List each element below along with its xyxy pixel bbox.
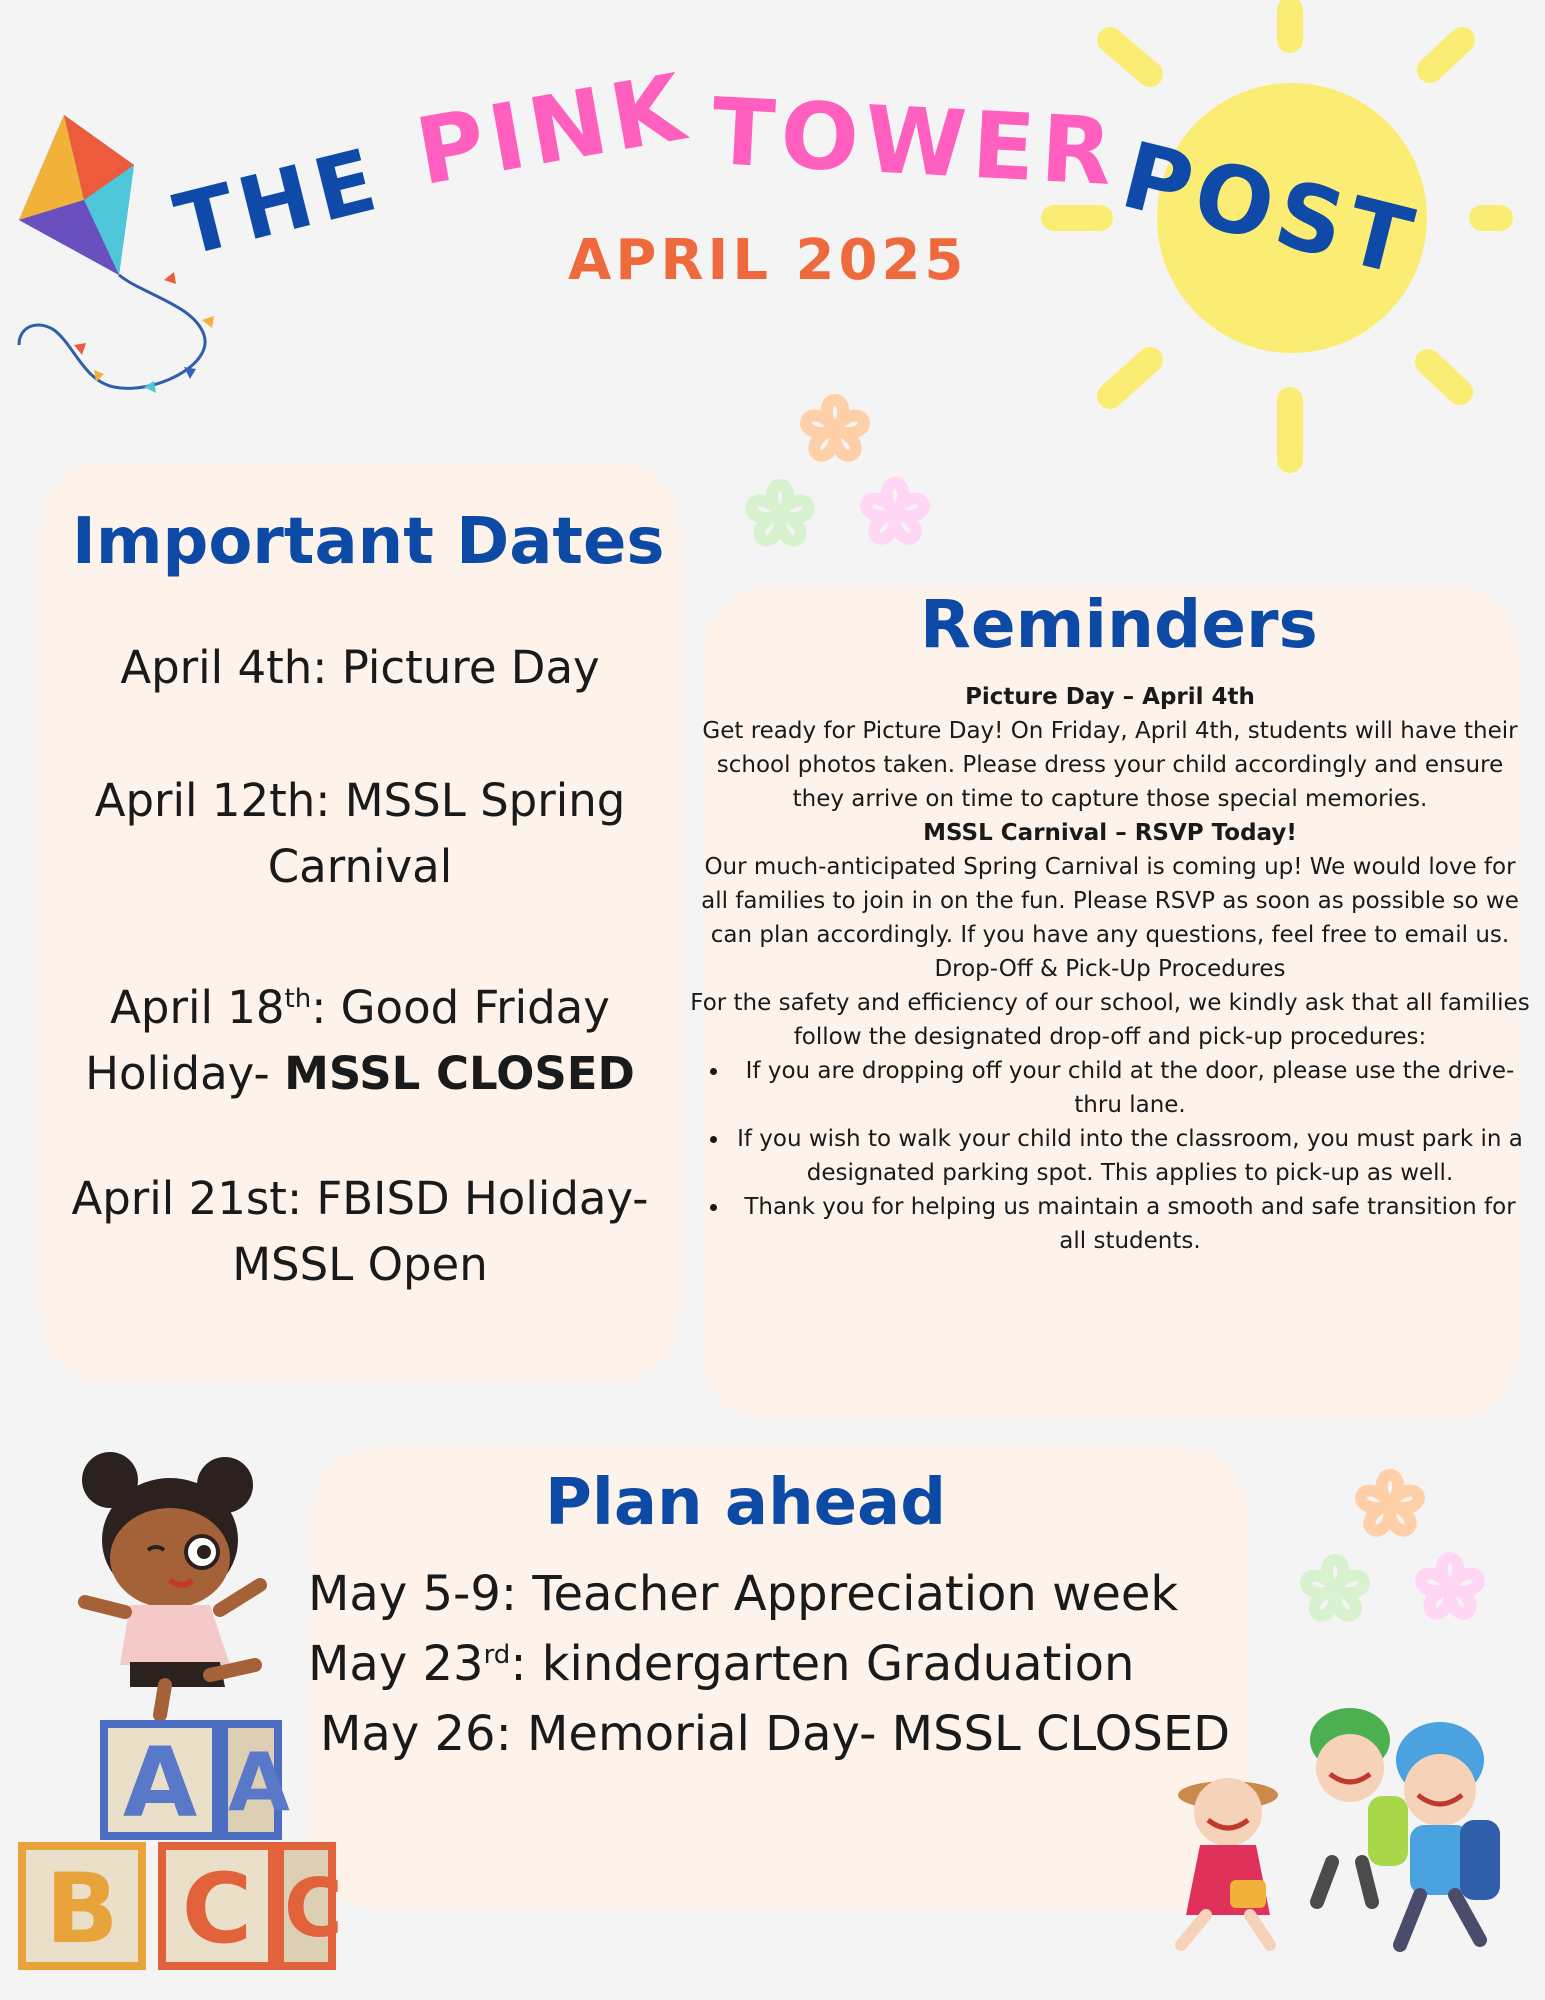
flower-icons-top <box>730 385 950 565</box>
plan-memorial-day: May 26: Memorial Day- MSSL CLOSED <box>320 1706 1231 1762</box>
date-picture-day-text: April 4th: Picture Day <box>120 641 600 694</box>
plan-teacher-appreciation: May 5-9: Teacher Appreciation week <box>308 1566 1179 1622</box>
date-picture-day <box>40 635 680 701</box>
date-good-friday-sup: th <box>284 984 312 1014</box>
block-b-letter: B <box>45 1853 119 1965</box>
reminder-dropoff-list <box>690 1054 1530 1258</box>
list-item: • If you are dropping off your child at the door, please use the drive-thru lane. <box>730 1054 1530 1122</box>
date-fbisd-holiday-line2: MSSL Open <box>232 1238 488 1291</box>
list-item: • If you wish to walk your child into the classroom, you must park in a designated parking spot. This applies to pick-up as well. <box>730 1122 1530 1190</box>
date-good-friday-pre: April 18 <box>110 981 285 1034</box>
block-c2 <box>276 1842 343 1970</box>
date-spring-carnival-line2: Carnival <box>267 840 453 893</box>
issue-date: APRIL 2025 <box>568 228 968 293</box>
block-a1 <box>100 1720 220 1840</box>
reminder-text-carnival: Our much-anticipated Spring Carnival is coming up! We would love for all families to join in on the fun. Please RSVP as soon as possible so we can plan accordingly. If you have any questions, feel free to email us. <box>701 854 1519 948</box>
date-good-friday-post: : Good Friday <box>311 981 610 1034</box>
block-a2-letter: A <box>228 1736 290 1829</box>
reminder-text-picture-day: Get ready for Picture Day! On Friday, April 4th, students will have their school photos taken. Please dress your child accordingly and ensure they arrive on time to capture those special memories. <box>702 718 1518 812</box>
list-item: • Thank you for helping us maintain a smooth and safe transition for all students. <box>730 1190 1530 1258</box>
date-good-friday-holiday: Holiday- <box>85 1047 285 1100</box>
abc-blocks-illustration <box>18 1720 343 1980</box>
plan-graduation-post: : kindergarten Graduation <box>510 1636 1135 1692</box>
block-c2-letter: C <box>284 1862 343 1955</box>
masthead-word-pink: PINK <box>408 53 698 207</box>
girl-illustration <box>70 1440 290 1720</box>
block-b <box>18 1842 146 1970</box>
block-c1 <box>158 1842 276 1970</box>
date-spring-carnival-line1: April 12th: MSSL Spring <box>94 774 626 827</box>
date-good-friday-closed: MSSL CLOSED <box>284 1047 635 1100</box>
reminder-heading-carnival: MSSL Carnival – RSVP Today! <box>923 820 1297 846</box>
date-good-friday <box>40 966 680 1107</box>
reminders-title: Reminders <box>920 586 1318 663</box>
masthead-word-post: POST <box>1112 121 1428 298</box>
masthead-word-the: THE <box>165 129 392 277</box>
plan-graduation-pre: May 23 <box>308 1636 484 1692</box>
masthead-word-tower: TOWER <box>709 78 1121 207</box>
plan-graduation-sup: rd <box>483 1640 511 1670</box>
block-a1-letter: A <box>122 1727 198 1839</box>
date-fbisd-holiday-line1: April 21st: FBISD Holiday- <box>71 1172 649 1225</box>
reminder-heading-dropoff: Drop-Off & Pick-Up Procedures <box>934 956 1286 982</box>
date-spring-carnival <box>40 768 680 900</box>
kids-walking-illustration <box>1150 1700 1530 1960</box>
block-a2 <box>220 1720 290 1840</box>
flower-icons-bottom <box>1280 1460 1510 1640</box>
reminders-body <box>690 680 1530 1258</box>
important-dates-title: Important Dates <box>72 505 665 579</box>
plan-kindergarten-graduation <box>308 1636 1134 1692</box>
reminder-heading-picture-day: Picture Day – April 4th <box>965 684 1255 710</box>
date-fbisd-holiday <box>28 1166 692 1298</box>
plan-ahead-title: Plan ahead <box>545 1466 947 1540</box>
reminder-text-dropoff: For the safety and efficiency of our school, we kindly ask that all families follow the designated drop-off and pick-up procedures: <box>690 990 1530 1050</box>
block-c1-letter: C <box>181 1853 253 1965</box>
